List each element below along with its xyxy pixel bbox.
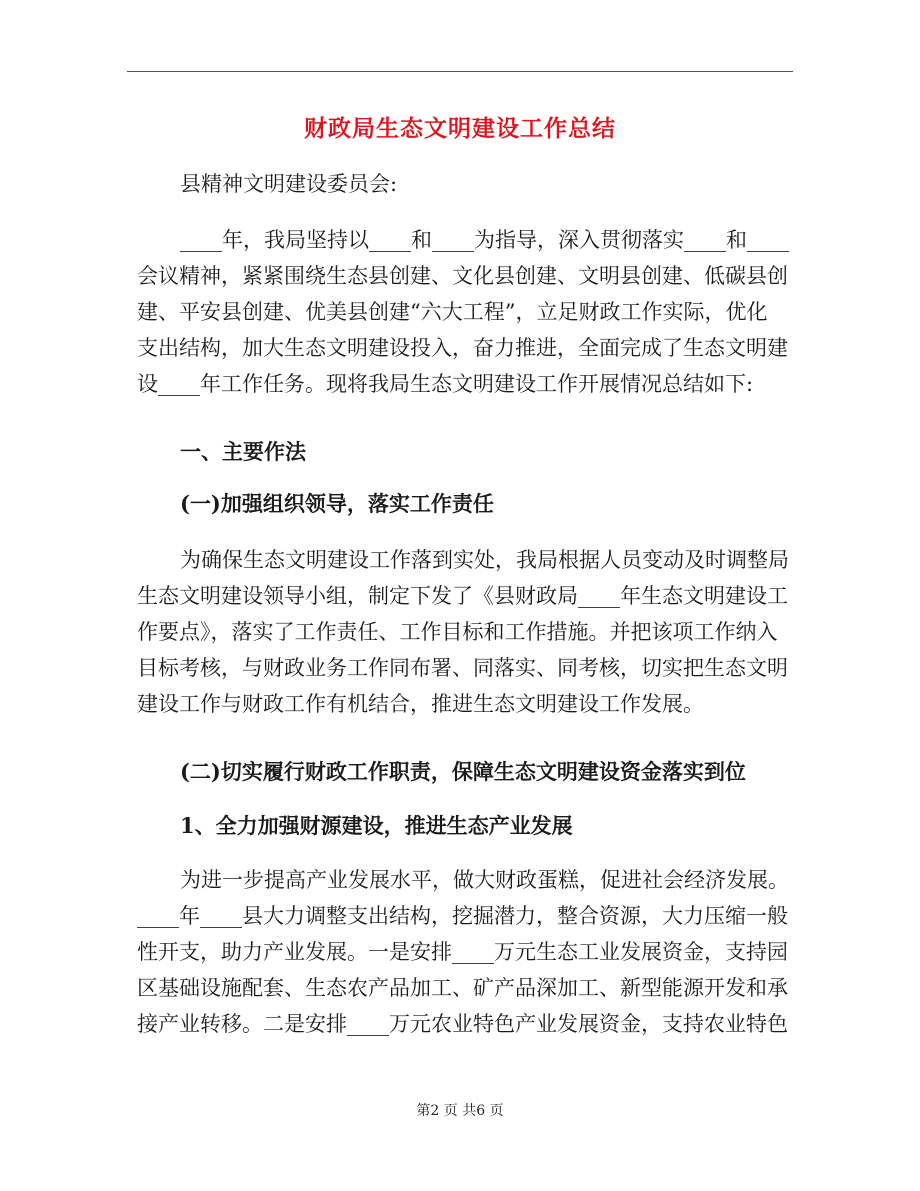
paragraph1-line: 建、平安县创建、优美县创建“六大工程”，立足财政工作实际，优化	[137, 300, 768, 324]
subsection2-heading: (二)切实履行财政工作职责，保障生态文明建设资金落实到位	[180, 759, 746, 784]
paragraph2-line: 建设工作与财政工作有机结合，推进生态文明建设工作发展。	[137, 692, 704, 716]
header-rule	[127, 71, 793, 72]
paragraph1-line: 设____年工作任务。现将我局生态文明建设工作开展情况总结如下:	[137, 372, 754, 396]
paragraph1-line: 支出结构，加大生态文明建设投入，奋力推进，全面完成了生态文明建	[137, 336, 788, 360]
subsection1-heading: (一)加强组织领导，落实工作责任	[180, 491, 494, 516]
section1-heading: 一、主要作法	[180, 439, 306, 464]
paragraph3-line: 区基础设施配套、生态农产品加工、矿产品深加工、新型能源开发和承	[137, 976, 788, 1000]
paragraph1-line: ____年，我局坚持以____和____为指导，深入贯彻落实____和____	[180, 228, 789, 252]
addressee: 县精神文明建设委员会:	[180, 172, 398, 196]
paragraph2-line: 为确保生态文明建设工作落到实处，我局根据人员变动及时调整局	[180, 548, 789, 572]
paragraph3-line: 性开支，助力产业发展。一是安排____万元生态工业发展资金，支持园	[137, 940, 788, 964]
paragraph3-line: 接产业转移。二是安排____万元农业特色产业发展资金，支持农业特色	[137, 1012, 788, 1036]
paragraph3-line: ____年____县大力调整支出结构，挖掘潜力，整合资源，大力压缩一般	[137, 904, 788, 928]
item1-heading: 1、全力加强财源建设，推进生态产业发展	[180, 813, 573, 838]
paragraph2-line: 生态文明建设领导小组，制定下发了《县财政局____年生态文明建设工	[137, 584, 788, 608]
paragraph2-line: 目标考核，与财政业务工作同布署、同落实、同考核，切实把生态文明	[137, 656, 788, 680]
page-number-footer: 第2 页 共6 页	[416, 1103, 504, 1119]
page-title: 财政局生态文明建设工作总结	[304, 115, 616, 142]
paragraph2-line: 作要点》，落实了工作责任、工作目标和工作措施。并把该项工作纳入	[137, 620, 778, 644]
paragraph3-line: 为进一步提高产业发展水平，做大财政蛋糕，促进社会经济发展。	[180, 868, 789, 892]
paragraph1-line: 会议精神，紧紧围绕生态县创建、文化县创建、文明县创建、低碳县创	[137, 264, 788, 288]
